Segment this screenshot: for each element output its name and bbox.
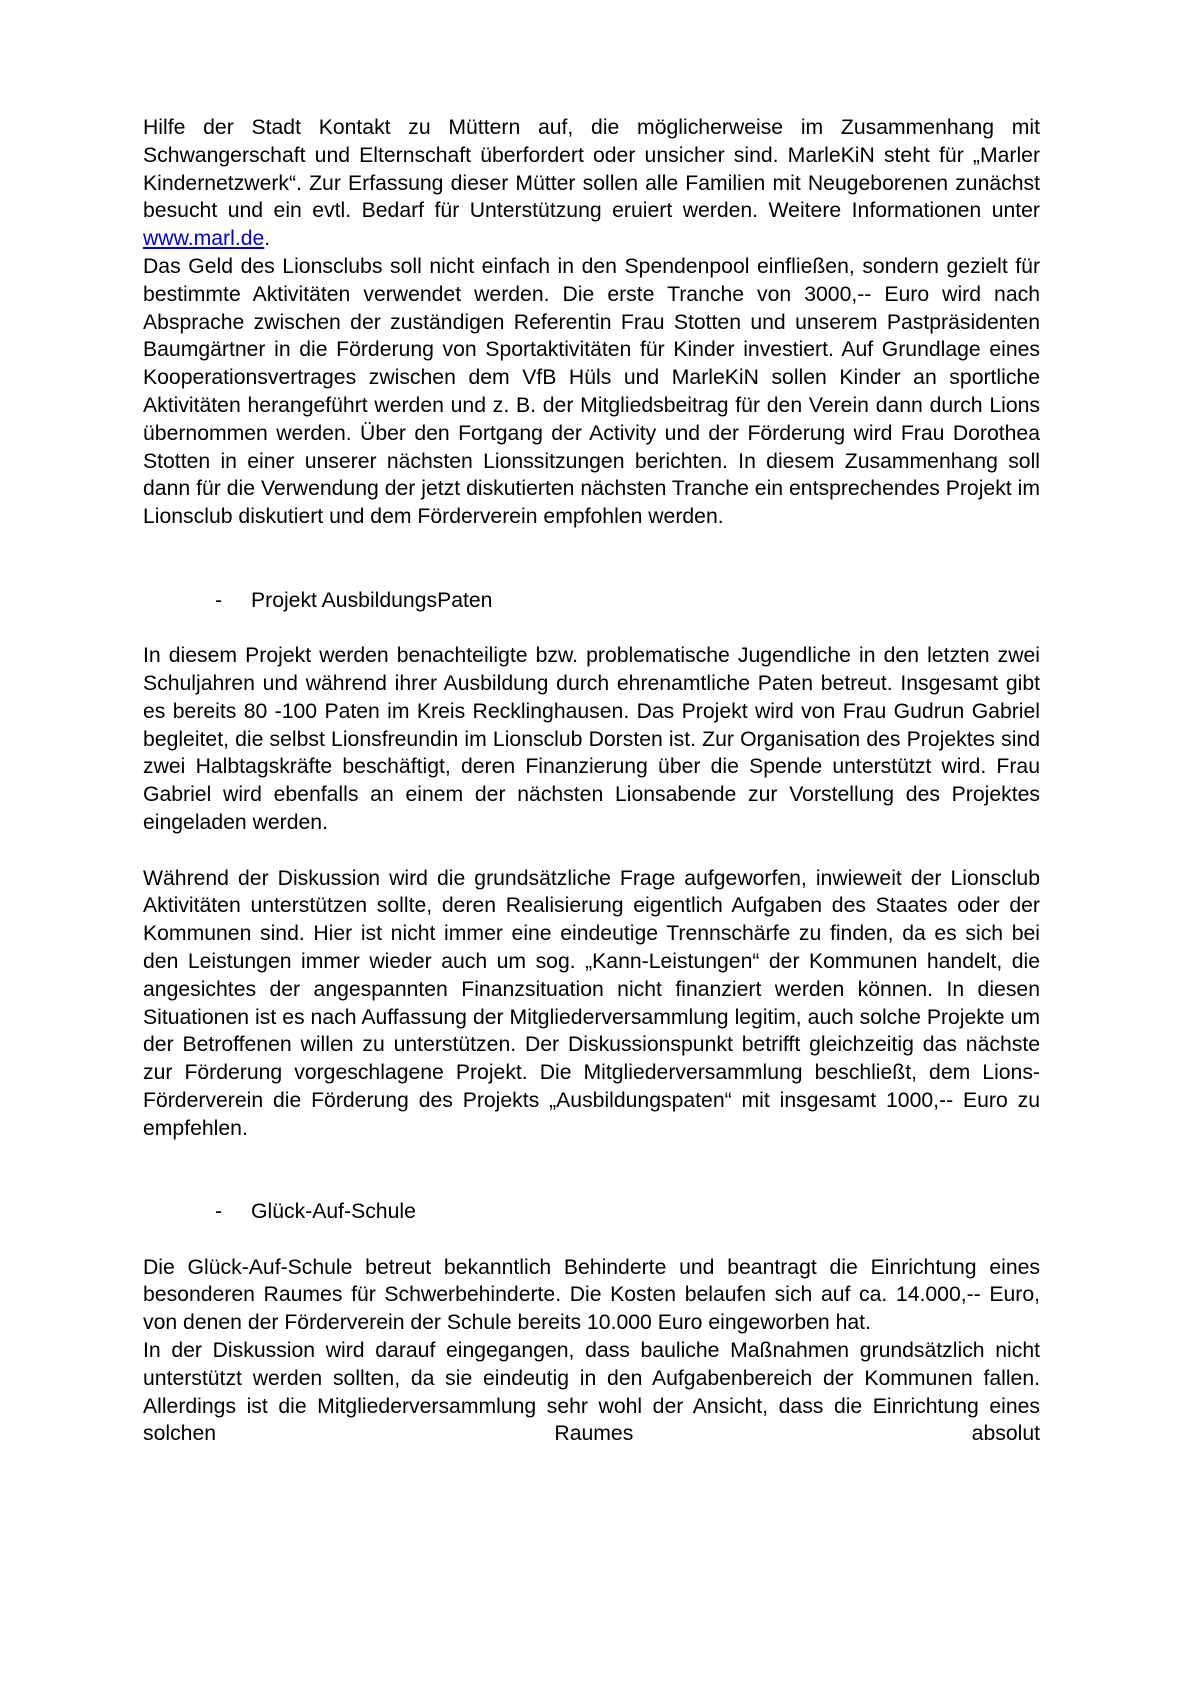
bullet-dash: - <box>215 588 223 612</box>
spacer <box>143 614 1040 642</box>
glueck-auf-schule-paragraph-1: Die Glück-Auf-Schule betreut bekanntlich Behinderte und beantragt die Einrichtung eines besonderen Raumes für Schwerbehinderte. Die Kosten belaufen sich auf ca. 14.000,-- Euro, von denen der Förderverein der Schule bereits 10.000 Euro eingeworben hat. <box>143 1255 1040 1335</box>
bullet-dash: - <box>215 1200 223 1224</box>
section-heading-glueck-auf-schule <box>143 1198 1040 1226</box>
section-heading-text: Projekt AusbildungsPaten <box>251 588 493 612</box>
document-page <box>143 114 1040 1448</box>
spacer <box>143 531 1040 587</box>
ausbildungspaten-paragraph-2: Während der Diskussion wird die grundsätzliche Frage aufgeworfen, inwieweit der Lionsclub Aktivitäten unterstützen sollte, deren Realisierung eigentlich Aufgaben des Staates oder der Kommunen sind. Hier ist nicht immer eine eindeutige Trennschärfe zu finden, da es sich bei den Leistungen immer wieder auch um sog. „Kann-Leistungen“ der Kommunen handelt, die angesichtes der angespannten Finanzsituation nicht finanziert werden können. In diesen Situationen ist es nach Auffassung der Mitgliederversammlung legitim, auch solche Projekte um der Betroffenen willen zu unterstützen. Der Diskussionspunkt betrifft gleichzeitig das nächste zur Förderung vorgeschlagene Projekt. Die Mitgliederversammlung beschließt, dem Lions-Förderverein die Förderung des Projekts „Ausbildungspaten“ mit insgesamt 1000,-- Euro zu empfehlen. <box>143 866 1040 1140</box>
spacer <box>143 1226 1040 1254</box>
ausbildungspaten-paragraph-1: In diesem Projekt werden benachteiligte bzw. problematische Jugendliche in den letzten zwei Schuljahren und während ihrer Ausbildung durch ehrenamtliche Paten betreut. Insgesamt gibt es bereits 80 -100 Paten im Kreis Recklinghausen. Das Projekt wird von Frau Gudrun Gabriel begleitet, die selbst Lionsfreundin im Lionsclub Dorsten ist. Zur Organisation des Projektes sind zwei Halbtagskräfte beschäftigt, deren Finanzierung über die Spende unterstützt wird. Frau Gabriel wird ebenfalls an einem der nächsten Lionsabende zur Vorstellung des Projektes eingeladen werden. <box>143 644 1040 834</box>
intro-paragraph-funding: Das Geld des Lionsclubs soll nicht einfach in den Spendenpool einfließen, sondern gezielt für bestimmte Aktivitäten verwendet werden. Die erste Tranche von 3000,-- Euro wird nach Absprache zwischen der zuständigen Referentin Frau Stotten und unserem Pastpräsidenten Baumgärtner in die Förderung von Sportaktivitäten für Kinder investiert. Auf Grundlage eines Kooperationsvertrages zwischen dem VfB Hüls und MarleKiN sollen Kinder an sportliche Aktivitäten herangeführt werden und z. B. der Mitgliedsbeitrag für den Verein dann durch Lions übernommen werden. Über den Fortgang der Activity und der Förderung wird Frau Dorothea Stotten in einer unserer nächsten Lionssitzungen berichten. In diesem Zusammenhang soll dann für die Verwendung der jetzt diskutierten nächsten Tranche ein entsprechendes Projekt im Lionsclub diskutiert und dem Förderverein empfohlen werden. <box>143 254 1040 529</box>
spacer <box>143 1142 1040 1198</box>
marl-website-link[interactable]: www.marl.de <box>143 227 265 251</box>
spacer <box>143 837 1040 865</box>
intro-text: Hilfe der Stadt Kontakt zu Müttern auf, die möglicherweise im Zusammenhang mit Schwangerschaft und Elternschaft überfordert oder unsicher sind. MarleKiN steht für „Marler Kindernetzwerk“. Zur Erfassung dieser Mütter sollen alle Familien mit Neugeborenen zunächst besucht und ein evtl. Bedarf für Unterstützung eruiert werden. Weitere Informationen unter <box>143 116 1040 223</box>
intro-period: . <box>264 227 271 251</box>
intro-paragraph-marlekin <box>143 114 1040 253</box>
glueck-auf-schule-paragraph-2: In der Diskussion wird darauf eingegangen, dass bauliche Maßnahmen grundsätzlich nicht unterstützt werden sollten, da sie eindeutig in den Aufgabenbereich der Kommunen fallen. Allerdings ist die Mitgliederversammlung sehr wohl der Ansicht, dass die Einrichtung eines solchen Raumes absolut <box>143 1339 1040 1446</box>
section-heading-text: Glück-Auf-Schule <box>251 1200 416 1224</box>
section-heading-ausbildungspaten <box>143 587 1040 615</box>
